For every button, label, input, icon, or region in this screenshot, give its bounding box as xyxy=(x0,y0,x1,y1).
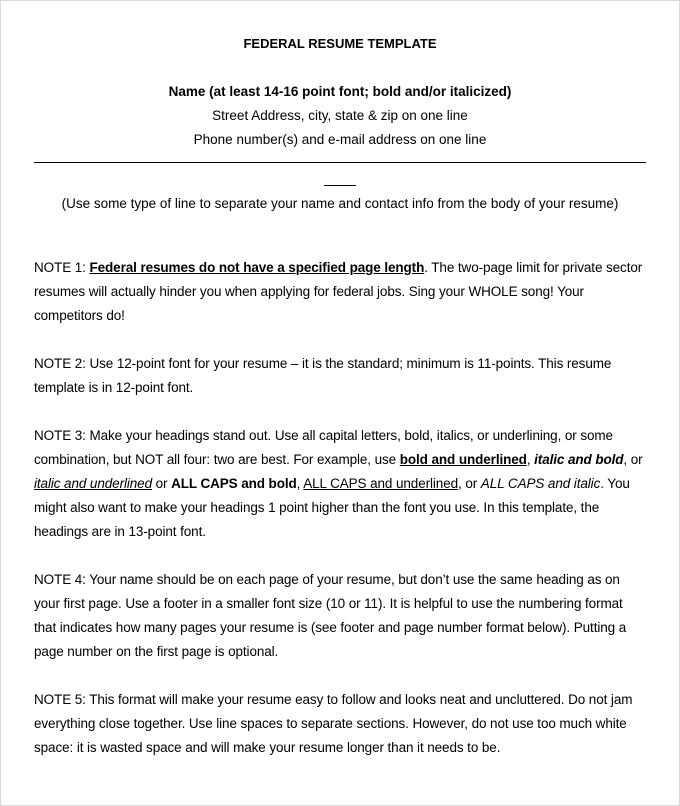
example-caps-italic: ALL CAPS and italic xyxy=(480,476,601,491)
note-3-sep-2: , or xyxy=(623,452,643,467)
note-3-outro: . You might also want to make your headings 1 point higher than the font you use. In this template, the headings are in 13-point font. xyxy=(34,476,630,539)
phone-line: Phone number(s) and e-mail address on one line xyxy=(193,132,487,147)
note-3 xyxy=(34,424,646,544)
note-2: NOTE 2: Use 12-point font for your resume – it is the standard; minimum is 11-points. This resume template is in 12-point font. xyxy=(34,356,612,395)
example-italic-underlined: italic and underlined xyxy=(34,476,152,491)
note-1-label: NOTE 1: xyxy=(34,260,90,275)
note-3-intro: NOTE 3: Make your headings stand out. Use all capital letters, bold, italics, or underlining, or some combination, but NOT all four: two are best. For example, use xyxy=(34,428,613,467)
separator-instruction: (Use some type of line to separate your name and contact info from the body of your resume) xyxy=(61,196,619,211)
example-italic-bold: italic and bold xyxy=(534,452,624,467)
document-body xyxy=(34,36,646,760)
note-5: NOTE 5: This format will make your resume easy to follow and looks neat and uncluttered. Do not jam everything close together. Use line spaces to separate sections. However, do not use too much white space: it is wasted space and will make your resume longer than it needs to be. xyxy=(34,692,633,755)
short-separator-rule xyxy=(324,185,356,186)
note-3-sep-1: , xyxy=(526,452,535,467)
example-caps-bold: ALL CAPS and bold xyxy=(171,476,297,491)
address-line: Street Address, city, state & zip on one line xyxy=(212,108,468,123)
note-3-sep-5: , or xyxy=(458,476,481,491)
note-1-text: . The two-page limit for private sector resumes will actually hinder you when applying for federal jobs. Sing your WHOLE song! Your competitors do! xyxy=(34,260,643,323)
note-1-emphasis: Federal resumes do not have a specified page length xyxy=(89,260,425,275)
note-3-sep-3: or xyxy=(151,476,172,491)
example-caps-underlined: ALL CAPS and underlined xyxy=(303,476,459,491)
name-line: Name (at least 14-16 point font; bold and/or italicized) xyxy=(168,84,512,99)
note-3-sep-4: , xyxy=(296,476,304,491)
example-bold-underlined: bold and underlined xyxy=(399,452,527,467)
note-4: NOTE 4: Your name should be on each page of your resume, but don’t use the same heading as on your first page. Use a footer in a smaller font size (10 or 11). It is helpful to use the numbering format that indicates how many pages your resume is (see footer and page number format below). Putting a page number on the first page is optional. xyxy=(34,572,627,659)
note-1 xyxy=(34,256,646,328)
document-title: FEDERAL RESUME TEMPLATE xyxy=(243,36,437,51)
separator-rule xyxy=(34,162,646,163)
